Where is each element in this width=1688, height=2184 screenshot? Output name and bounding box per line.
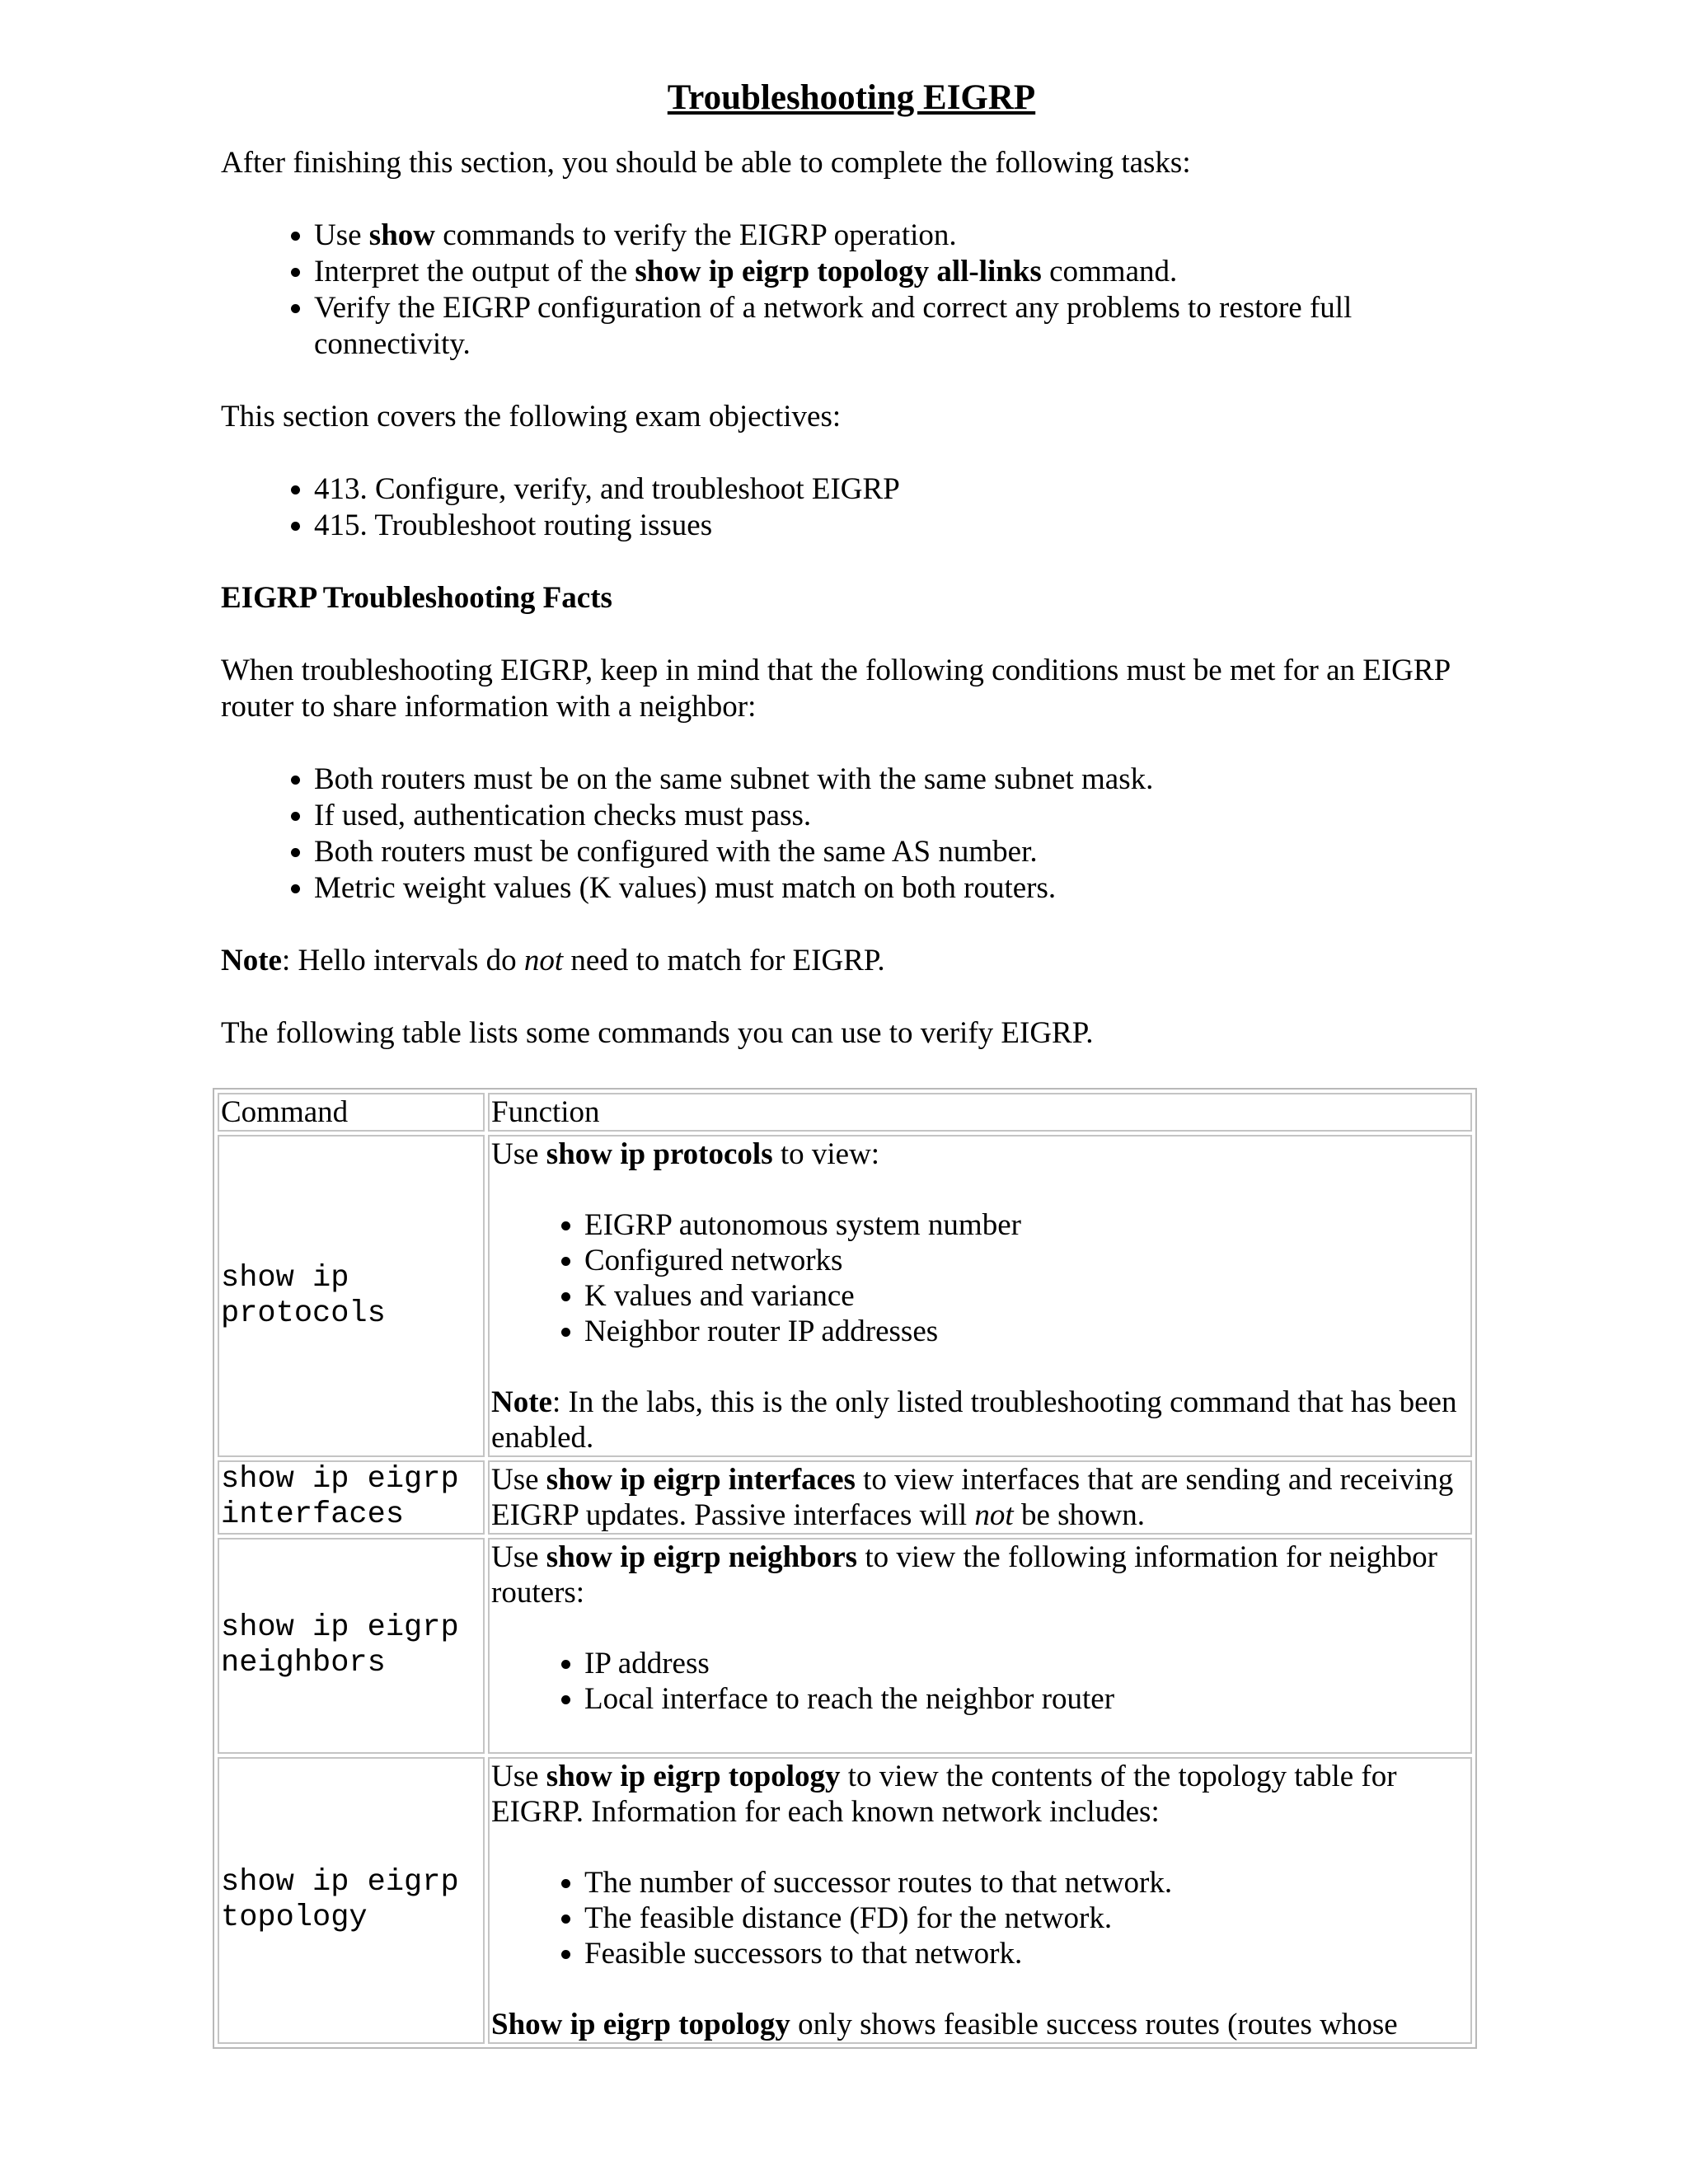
command-cell: show ip eigrp interfaces [218,1460,485,1535]
list-item: • EIGRP autonomous system number [584,1207,1469,1243]
column-header-function: Function [488,1093,1472,1132]
list-item: • Configured networks [584,1243,1469,1278]
list-item: • If used, authentication checks must pass. [314,798,1482,834]
function-cell: Use show ip eigrp neighbors to view the following information for neighbor routers: • IP address • Local interface to reach the neighbor router [488,1538,1472,1754]
cell-tail-text: Show ip eigrp topology only shows feasible success routes (routes whose [491,2008,1398,2041]
table-row [218,1135,1472,1457]
table-header-row [218,1093,1472,1132]
list-item: • Both routers must be on the same subnet with the same subnet mask. [314,762,1482,798]
table-row [218,1460,1472,1535]
function-list [491,1646,1469,1717]
list-item: • Neighbor router IP addresses [584,1314,1469,1349]
command-cell: show ip eigrp neighbors [218,1538,485,1754]
objectives-intro: This section covers the following exam objectives: [221,400,842,434]
function-list [491,1207,1469,1349]
list-item: • K values and variance [584,1278,1469,1314]
list-item: • Metric weight values (K values) must match on both routers. [314,870,1482,907]
list-item: • The number of successor routes to that network. [584,1865,1469,1900]
command-cell: show ip protocols [218,1135,485,1457]
list-item: • The feasible distance (FD) for the network. [584,1900,1469,1936]
section-heading: EIGRP Troubleshooting Facts [221,581,612,615]
list-item: • IP address [584,1646,1469,1681]
list-item: • Use show commands to verify the EIGRP operation. [314,218,1482,254]
function-cell: Use show ip eigrp interfaces to view interfaces that are sending and receiving EIGRP updates. Passive interfaces will not be shown. [488,1460,1472,1535]
function-cell: Use show ip eigrp topology to view the contents of the topology table for EIGRP. Information for each known network includes: • The number of successor routes to that network. • The feasible distance (FD) for the network. • Feasible successors to that network. Show ip eigrp topology only shows feasible success routes (routes whose [488,1757,1472,2044]
list-item: • Local interface to reach the neighbor router [584,1681,1469,1717]
objectives-list [221,471,1482,544]
page-title: Troubleshooting EIGRP [667,78,1036,117]
list-item: • Both routers must be configured with the same AS number. [314,834,1482,870]
intro-paragraph: After finishing this section, you should be able to complete the following tasks: [221,146,1191,180]
cell-note: Note: In the labs, this is the only listed troubleshooting command that has been enabled. [491,1385,1457,1455]
note-paragraph: Note: Hello intervals do not need to match for EIGRP. [221,944,885,977]
table-row [218,1538,1472,1754]
table-row [218,1757,1472,2044]
column-header-command: Command [218,1093,485,1132]
commands-table [213,1088,1477,2049]
list-item: • Interpret the output of the show ip eigrp topology all-links command. [314,254,1482,290]
list-item: • 413. Configure, verify, and troubleshoot EIGRP [314,471,1482,508]
command-cell: show ip eigrp topology [218,1757,485,2044]
function-list [491,1865,1469,1971]
facts-paragraph: When troubleshooting EIGRP, keep in mind that the following conditions must be met for an EIGRP router to share information with a neighbor: [221,654,1450,724]
list-item: • Verify the EIGRP configuration of a network and correct any problems to restore full connectivity. [314,290,1482,363]
function-cell: Use show ip protocols to view: • EIGRP autonomous system number • Configured networks • K values and variance • Neighbor router IP addresses Note: In the labs, this is the only listed troubleshooting command that has been enabled. [488,1135,1472,1457]
conditions-list [221,762,1482,907]
tasks-list [221,218,1482,363]
document-page [221,77,1482,1052]
list-item: • 415. Troubleshoot routing issues [314,508,1482,544]
list-item: • Feasible successors to that network. [584,1936,1469,1971]
table-intro: The following table lists some commands you can use to verify EIGRP. [221,1016,1094,1050]
